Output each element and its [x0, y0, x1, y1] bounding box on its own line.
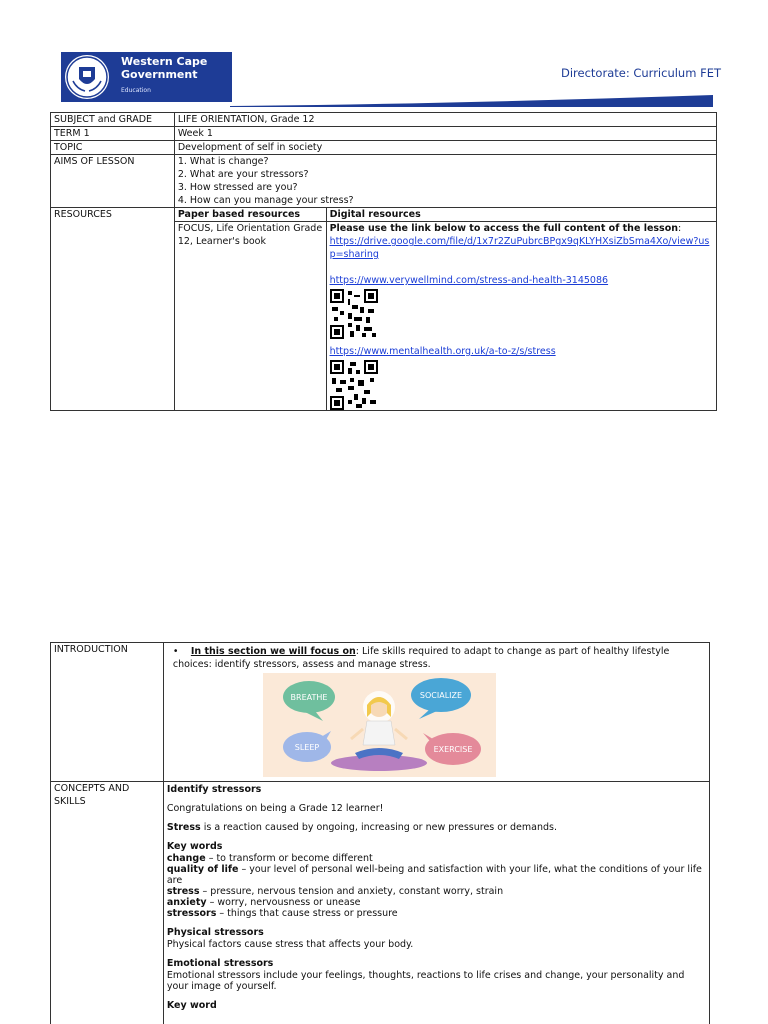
keyword-term: change	[166, 853, 206, 864]
resources-label: RESOURCES	[51, 208, 175, 411]
keyword-term: anxiety	[166, 897, 207, 908]
qr-code-icon[interactable]	[330, 360, 378, 410]
keyword-item	[167, 853, 706, 864]
keyword-def: – to transform or become different	[205, 853, 373, 864]
emotional-stressors-text: Emotional stressors include your feelings, thoughts, reactions to life crises and change, your personality and your image of yourself.	[166, 970, 685, 992]
introduction-content	[163, 643, 709, 782]
keyword-term: quality of life	[166, 864, 239, 875]
keyword-def: – your level of personal well-being and satisfaction with your life, what the conditions of your life are	[166, 864, 702, 886]
row-label: TERM 1	[51, 127, 175, 141]
header-swoosh	[230, 92, 713, 108]
table-row	[51, 155, 717, 208]
keyword-item	[167, 886, 706, 897]
stress-term: Stress	[166, 822, 201, 833]
keyword-def: – pressure, nervous tension and anxiety, constant worry, strain	[199, 886, 504, 897]
keyword-term: stressors	[166, 908, 217, 919]
table-row	[51, 141, 717, 155]
concepts-content	[163, 782, 709, 1024]
stress-def-text: is a reaction caused by ongoing, increasing or new pressures or demands.	[200, 822, 557, 833]
focus-text: : Life skills required to adapt to change as part of healthy lifestyle choices: identify stressors, assess and manage stress.	[172, 646, 670, 670]
directorate-label: Directorate: Curriculum FET	[561, 66, 721, 80]
drive-link[interactable]: https://drive.google.com/file/d/1x7r2ZuPubrcBPgx9qKLYHXsiZbSma4Xo/view?usp=sharing	[329, 236, 710, 260]
concepts-label: CONCEPTS AND SKILLS	[51, 782, 164, 1024]
bubble-label-breathe: BREATHE	[290, 693, 328, 702]
verywellmind-link[interactable]: https://www.verywellmind.com/stress-and-health-3145086	[329, 275, 609, 286]
table-row	[51, 208, 717, 222]
aim-item: 4. How can you manage your stress?	[177, 195, 354, 206]
focus-paragraph	[167, 645, 706, 671]
row-label: SUBJECT and GRADE	[51, 113, 175, 127]
introduction-label: INTRODUCTION	[51, 643, 164, 782]
table-row	[51, 643, 710, 782]
meditation-illustration	[263, 673, 496, 777]
keyword-term: stress	[166, 886, 200, 897]
mentalhealth-link[interactable]: https://www.mentalhealth.org.uk/a-to-z/s/stress	[329, 346, 556, 357]
logo-title-line1: Western Cape	[121, 55, 208, 68]
table-row	[51, 127, 717, 141]
paper-resources-content: FOCUS, Life Orientation Grade 12, Learner's book	[174, 222, 326, 411]
digital-resources-header: Digital resources	[326, 208, 716, 222]
stress-definition	[167, 822, 706, 833]
keyword-def: – worry, nervousness or unease	[206, 897, 361, 908]
keyword-item	[167, 908, 706, 919]
keyword-def: – things that cause stress or pressure	[216, 908, 398, 919]
focus-label: In this section we will focus on	[190, 646, 356, 657]
physical-stressors-text: Physical factors cause stress that affects your body.	[166, 939, 414, 950]
aims-list	[174, 155, 716, 208]
wcg-logo	[61, 52, 232, 102]
row-value: LIFE ORIENTATION, Grade 12	[174, 113, 716, 127]
logo-subtitle: Education	[121, 87, 151, 94]
row-label: AIMS OF LESSON	[51, 155, 175, 208]
aim-item: 1. What is change?	[177, 156, 269, 167]
row-value: Development of self in society	[174, 141, 716, 155]
lesson-info-table	[50, 112, 717, 411]
bubble-label-sleep: SLEEP	[294, 743, 320, 752]
physical-stressors-heading: Physical stressors	[166, 927, 264, 938]
keyword-item	[167, 897, 706, 908]
identify-stressors-heading: Identify stressors	[166, 784, 262, 795]
key-words-heading: Key words	[166, 841, 223, 852]
lesson-content-table	[50, 642, 710, 1024]
row-value: Week 1	[174, 127, 716, 141]
qr-code-icon[interactable]	[330, 289, 378, 339]
keyword-item	[167, 864, 706, 886]
key-word-heading: Key word	[166, 1000, 217, 1011]
digital-resources-content: Please use the link below to access the full content of the lesson: https://drive.google.com/file/d/1x7r2ZuPubrcBPgx9qKLYHXsiZbSma4Xo/view?usp=sharing https://www.verywellmind.com/stress-and-health-3145086 https://www.mentalhealth.org.uk/a-to-z/s/stress	[326, 222, 716, 411]
congrats-text: Congratulations on being a Grade 12 learner!	[166, 803, 384, 814]
bubble-label-exercise: EXERCISE	[433, 745, 473, 754]
coat-of-arms-icon	[65, 55, 109, 99]
logo-title-line2: Government	[121, 68, 198, 81]
row-label: TOPIC	[51, 141, 175, 155]
table-row	[51, 113, 717, 127]
bullet-icon: •	[172, 646, 179, 657]
table-row	[51, 782, 710, 1024]
paper-resources-header: Paper based resources	[174, 208, 326, 222]
aim-item: 2. What are your stressors?	[177, 169, 309, 180]
bubble-label-socialize: SOCIALIZE	[419, 691, 462, 700]
emotional-stressors-heading: Emotional stressors	[166, 958, 274, 969]
aim-item: 3. How stressed are you?	[177, 182, 298, 193]
digital-intro: Please use the link below to access the full content of the lesson	[329, 223, 678, 234]
